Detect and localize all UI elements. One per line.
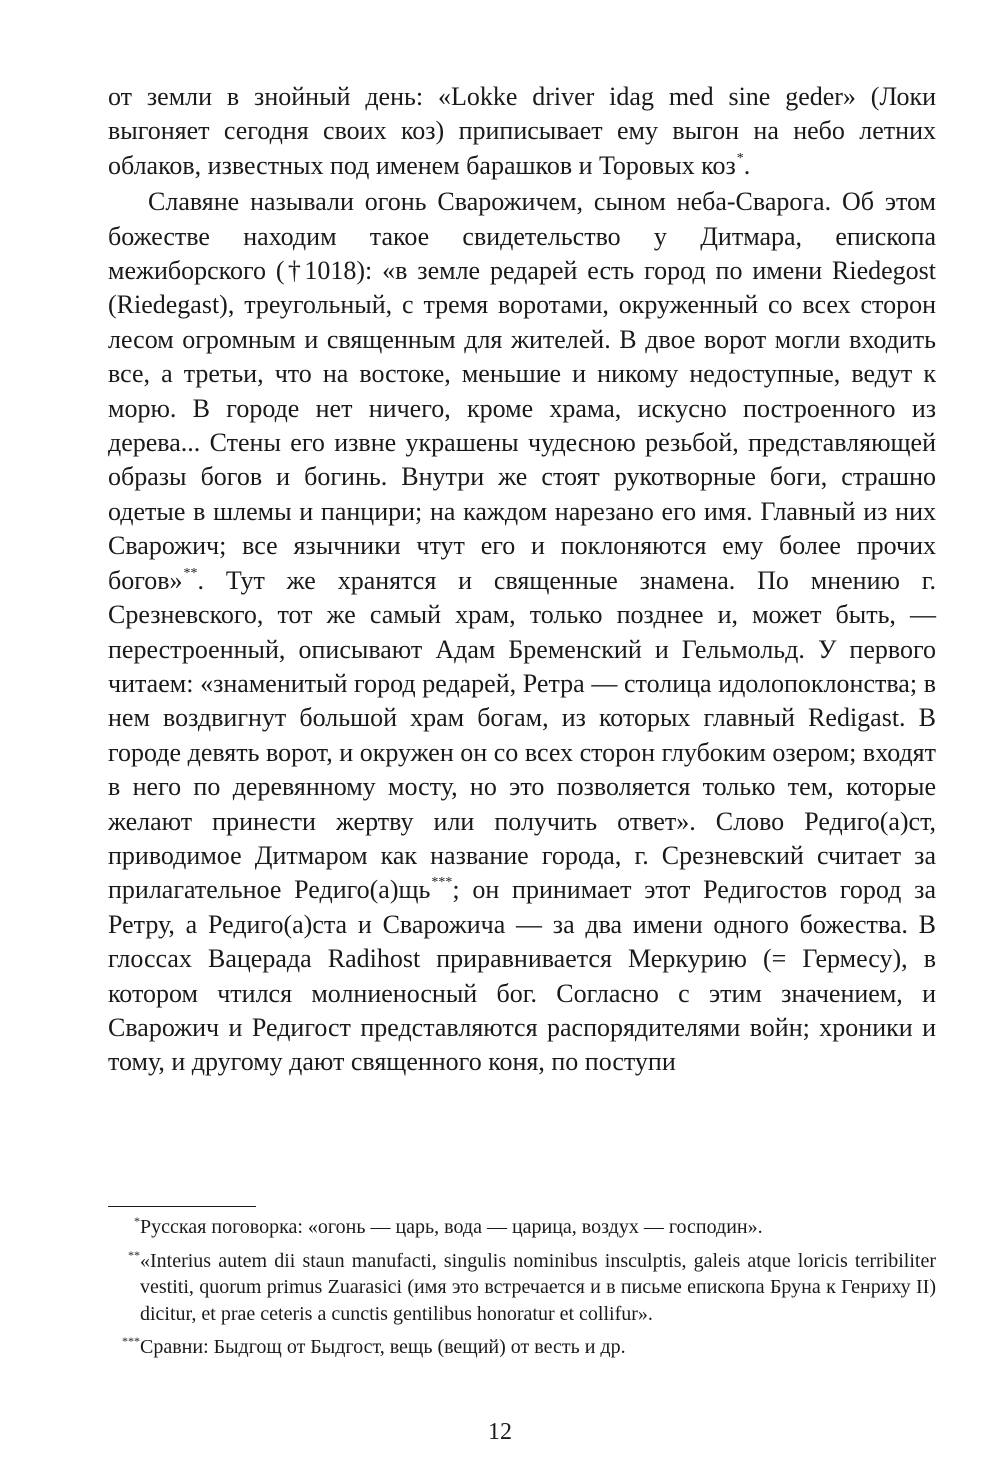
page-number: 12 (488, 1419, 512, 1445)
paragraph-1 (108, 80, 936, 183)
paragraph-2 (108, 185, 936, 1080)
footnote-ref-3: *** (431, 875, 453, 891)
footnote-1: *Русская поговорка: «огонь — царь, вода — царица, воздух — господин». (134, 1214, 763, 1238)
footnote-ref-2: ** (183, 565, 198, 581)
footnote-separator (108, 1206, 256, 1207)
footnote-3: ***Сравни: Быдгощ от Быдгост, вещь (вещий) от весть и др. (122, 1334, 626, 1358)
footnote-1-text: Русская поговорка: «огонь — царь, вода — царица, воздух — господин». (140, 1216, 763, 1238)
paragraph-2-text-b: . Тут же хранятся и священные знамена. По мнению г. Срезневского, тот же самый храм, только позднее и, может быть, — перестроенный, описывают Адам Бременский и Гельмольд. У первого читаем: «знаменитый город редарей, Ретра — столица идолопоклонства; в нем воздвигнут большой храм богам, из которых главный Redigast. В городе девять ворот, и окружен он со всех сторон глубоким озером; входят в него по деревянному мосту, но это позволяется только тем, которые желают принести жертву или получить ответ». Слово Редиго(а)ст, приводимое Дитмаром как название города, г. Срезневский считает за прилагательное Редиго(а)щь (108, 565, 936, 905)
paragraph-2-text-a: Славяне называли огонь Сварожичем, сыном неба-Сварога. Об этом божестве находим такое свидетельство у Дитмара, епископа межиборского (†1018): «в земле редарей есть город по имени Riedegost (Riedegast), треугольный, с тремя воротами, окруженный со всех сторон лесом огромным и священным для жителей. В двое ворот могли входить все, а третьи, что на востоке, меньшие и никому недоступные, ведут к морю. В городе нет ничего, кроме храма, искусно построенного из дерева... Стены его извне украшены чудесною резьбой, представляющей образы богов и богинь. Внутри же стоят рукотворные боги, страшно одетые в шлемы и панцири; на каждом нарезано его имя. Главный из них Сварожич; все язычники чтут его и поклоняются ему более прочих богов» (108, 187, 936, 595)
main-text (108, 80, 936, 1080)
footnote-3-text: Сравни: Быдгощ от Быдгост, вещь (вещий) от весть и др. (140, 1336, 626, 1358)
footnote-ref-1: * (736, 150, 744, 166)
footnote-2: **«Interius autem dii staun manufacti, singulis nominibus insculptis, galeis atque loricis terribiliter vestiti, quorum primus Zuarasici (имя это встречается и в письме епископа Бруна к Генриху II) dicitur, et prae ceteris a cunctis gentilibus honoratur et collifur». (128, 1247, 936, 1325)
paragraph-2-text-c: ; он принимает этот Редигостов город за Ретру, а Редиго(а)ста и Сварожича — за два имени одного божества. В глоссах Вацерада Radihost приравнивается Меркурию (= Гермесу), в котором чтился молниеносный бог. Согласно с этим значением, и Сварожич и Редигост представляются распорядителями войн; хроники и тому, и другому дают священного коня, по поступи (108, 875, 936, 1077)
footnotes (122, 1214, 936, 1368)
paragraph-1-end: . (743, 150, 751, 180)
paragraph-1-text: от земли в знойный день: «Lokke driver idag med sine geder» (Локи выгоняет сегодня своих коз) приписывает ему выгон на небо летних облаков, известных под именем барашков и Торовых коз (108, 82, 936, 180)
footnote-2-text: «Interius autem dii staun manufacti, singulis nominibus insculptis, galeis atque loricis terribiliter vestiti, quorum primus Zuarasici (имя это встречается и в письме епископа Бруна к Генриху II) dicitur, et prae ceteris a cunctis gentilibus honoratur et collifur». (140, 1249, 936, 1325)
